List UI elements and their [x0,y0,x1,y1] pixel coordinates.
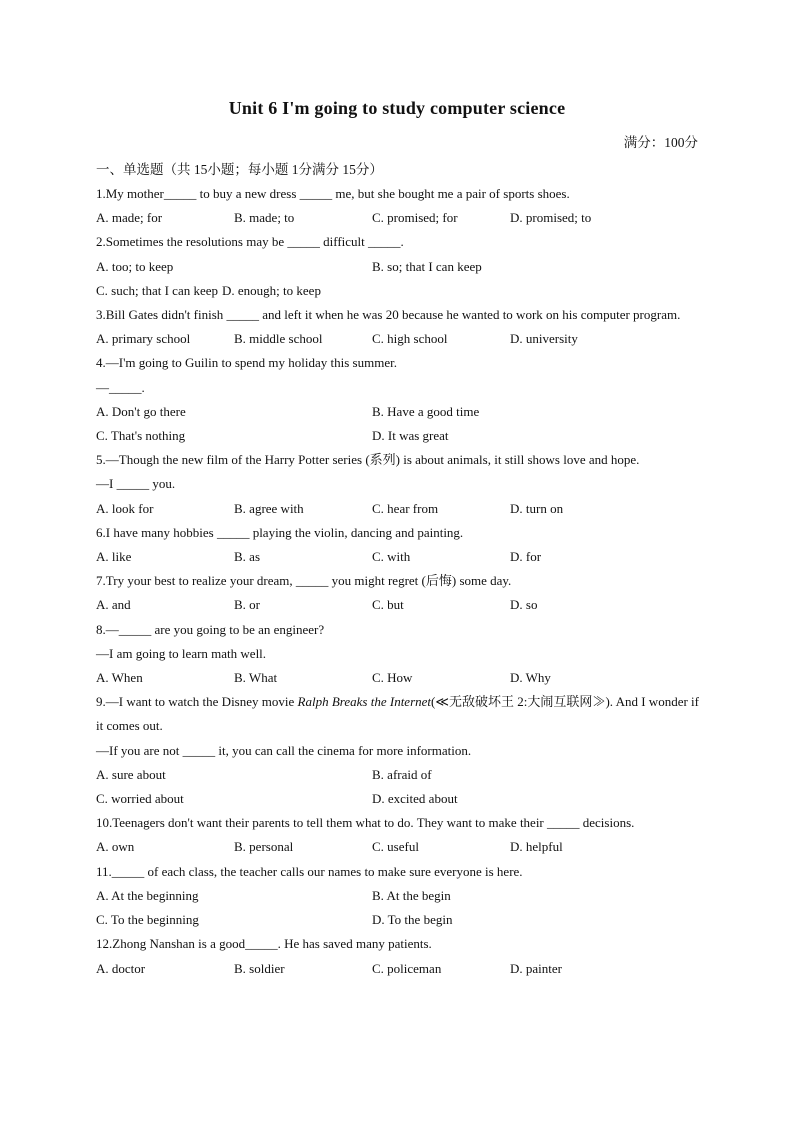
option-c[interactable]: C. but [372,597,404,613]
question-5-reply: —I _____ you. [96,476,176,492]
option-d[interactable]: D. helpful [510,839,563,855]
options-10 [96,835,699,859]
option-c[interactable]: C. That's nothing [96,428,186,444]
question-9-tail: (≪无敌破坏王 2:大闹互联网≫). And I wonder if it comes out. [96,694,699,734]
option-c[interactable]: C. such; that I can keep [96,282,219,298]
option-d[interactable]: D. Why [510,670,551,686]
movie-title: Ralph Breaks the Internet [297,694,432,710]
question-9 [96,690,699,738]
full-score: 满分：100分 [623,135,698,150]
question-8-reply: —I am going to learn math well. [96,645,267,661]
option-c[interactable]: C. high school [372,331,448,347]
option-b[interactable]: B. personal [234,839,294,855]
option-c[interactable]: C. useful [372,839,419,855]
option-c[interactable]: C. hear from [372,500,439,516]
option-a[interactable]: A. primary school [96,331,191,347]
option-d[interactable]: D. painter [510,960,562,976]
options-8 [96,666,699,690]
option-d[interactable]: D. university [510,331,578,347]
option-d[interactable]: D. so [510,597,538,613]
option-a[interactable]: A. When [96,670,143,686]
options-3 [96,327,699,351]
options-9-row1 [96,763,699,787]
question-5: 5.—Though the new film of the Harry Potter series (系列) is about animals, it still shows love and hope. [96,452,640,468]
question-9-reply: —If you are not _____ it, you can call the cinema for more information. [96,742,472,758]
options-12 [96,957,699,981]
option-b[interactable]: B. What [234,670,278,686]
option-a[interactable]: A. and [96,597,131,613]
option-c[interactable]: C. How [372,670,413,686]
options-2-row1 [96,255,699,279]
options-11-row1 [96,884,699,908]
question-8: 8.—_____ are you going to be an engineer? [96,621,325,637]
question-3: 3.Bill Gates didn't finish _____ and left it when he was 20 because he wanted to work on his computer program. [96,307,681,323]
option-a[interactable]: A. too; to keep [96,258,174,274]
option-c[interactable]: C. policeman [372,960,442,976]
question-4: 4.—I'm going to Guilin to spend my holiday this summer. [96,355,397,371]
question-1: 1.My mother_____ to buy a new dress _____ me, but she bought me a pair of sports shoes. [96,186,570,201]
option-d[interactable]: D. turn on [510,500,564,516]
option-a[interactable]: A. doctor [96,960,146,976]
option-d[interactable]: D. promised; to [510,210,592,226]
question-9-lead: 9.—I want to watch the Disney movie [96,694,298,710]
option-a[interactable]: A. At the beginning [96,887,199,903]
section-heading: 一、单选题（共 15小题；每小题 1分满分 15分） [96,162,383,177]
option-a[interactable]: A. made; for [96,210,163,226]
option-b[interactable]: B. so; that I can keep [372,258,482,274]
question-6: 6.I have many hobbies _____ playing the violin, dancing and painting. [96,524,464,540]
option-a[interactable]: A. own [96,839,135,855]
options-5 [96,497,699,521]
option-b[interactable]: B. middle school [234,331,323,347]
page-title: Unit 6 I'm going to study computer science [228,98,566,118]
options-2-row2 [96,279,699,303]
option-b[interactable]: B. made; to [234,210,295,226]
option-b[interactable]: B. afraid of [372,766,432,782]
option-b[interactable]: B. as [234,549,260,565]
option-a[interactable]: A. Don't go there [96,403,186,419]
question-list [96,182,699,981]
question-10: 10.Teenagers don't want their parents to tell them what to do. They want to make their _____ decisions. [96,815,635,831]
option-a[interactable]: A. sure about [96,766,166,782]
question-4-reply: —_____. [96,379,145,395]
question-2: 2.Sometimes the resolutions may be _____ difficult _____. [96,234,404,250]
option-b[interactable]: B. agree with [234,500,304,516]
question-12: 12.Zhong Nanshan is a good_____. He has saved many patients. [96,936,432,952]
options-11-row2 [96,908,699,932]
option-d[interactable]: D. for [510,549,542,565]
options-7 [96,593,699,617]
option-c[interactable]: C. with [372,549,411,565]
options-1 [96,206,699,230]
options-6 [96,545,699,569]
option-b[interactable]: B. Have a good time [372,403,480,419]
option-b[interactable]: B. or [234,597,260,613]
option-c[interactable]: C. promised; for [372,210,458,226]
option-c[interactable]: C. To the beginning [96,912,199,928]
option-a[interactable]: A. look for [96,500,154,516]
option-c[interactable]: C. worried about [96,791,184,807]
option-d[interactable]: D. To the begin [372,912,453,928]
options-4-row1 [96,400,699,424]
options-4-row2 [96,424,699,448]
option-b[interactable]: B. At the begin [372,887,451,903]
option-d[interactable]: D. It was great [372,428,449,444]
question-7: 7.Try your best to realize your dream, _____ you might regret (后悔) some day. [96,573,512,589]
option-b[interactable]: B. soldier [234,960,285,976]
option-d[interactable]: D. enough; to keep [222,282,321,298]
option-d[interactable]: D. excited about [372,791,458,807]
option-a[interactable]: A. like [96,549,132,565]
question-11: 11._____ of each class, the teacher calls our names to make sure everyone is here. [96,863,523,879]
options-9-row2 [96,787,699,811]
